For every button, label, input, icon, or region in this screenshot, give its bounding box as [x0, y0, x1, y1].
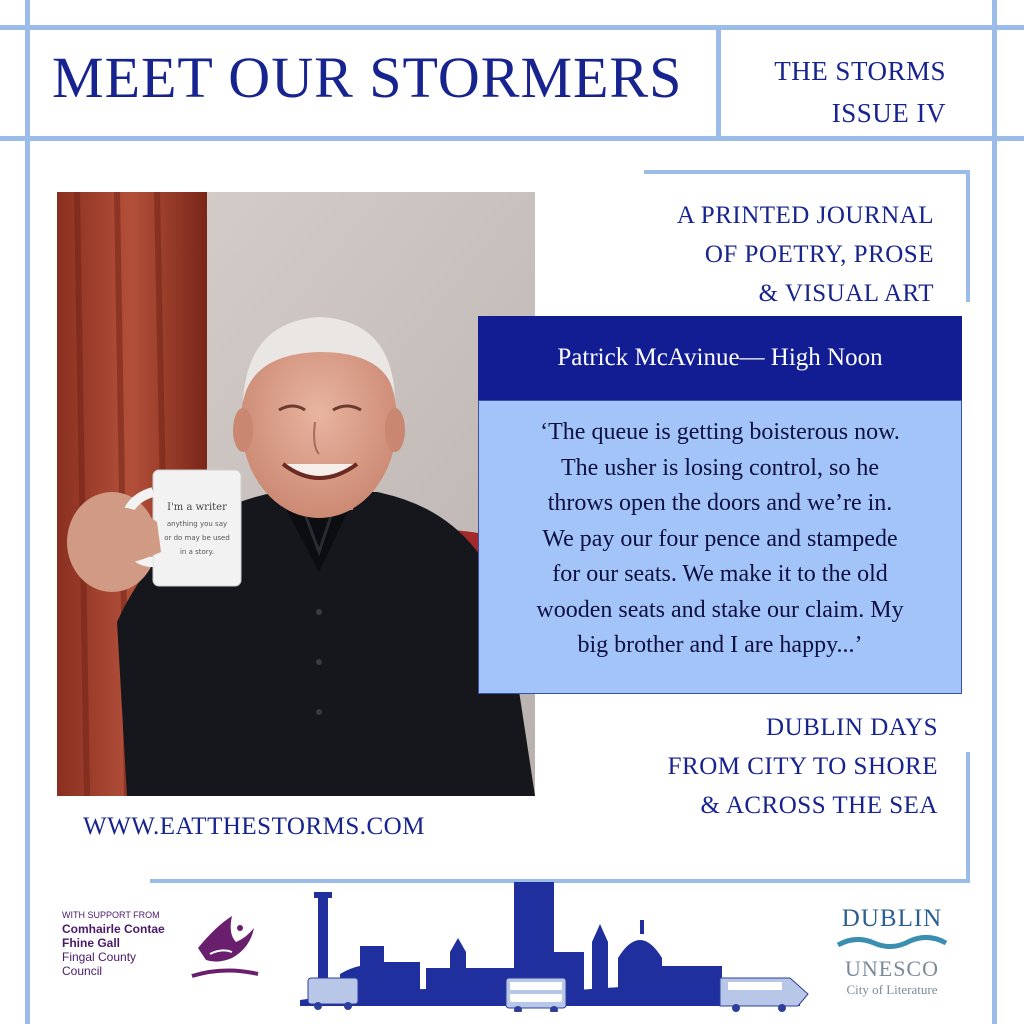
dublin-skyline-illustration — [300, 882, 812, 1012]
sponsor-intro: WITH SUPPORT FROM — [62, 910, 160, 920]
quote-line: The usher is losing control, so he — [561, 454, 879, 481]
quote-line: for our seats. We make it to the old — [552, 561, 888, 587]
unesco-logo-line-3: City of Literature — [846, 982, 938, 997]
frame-line-journal-side — [966, 170, 970, 302]
bus-icon-center — [506, 978, 566, 1012]
theme-line-3: & ACROSS THE SEA — [700, 792, 938, 819]
author-photo — [57, 192, 535, 796]
frame-line-left — [25, 0, 30, 1024]
sponsor-name-4: Council — [62, 964, 103, 978]
journal-line-1: A PRINTED JOURNAL — [676, 202, 934, 229]
quote-line: wooden seats and stake our claim. My — [536, 596, 904, 623]
quote-box — [478, 400, 962, 694]
journal-line-2: OF POETRY, PROSE — [704, 241, 934, 268]
author-photo-illustration — [57, 192, 535, 796]
unesco-logo-line-1: DUBLIN — [841, 905, 943, 932]
issue-line-2: ISSUE IV — [831, 98, 946, 128]
quote-line: throws open the doors and we’re in. — [547, 490, 893, 516]
duck-boat-icon — [720, 978, 808, 1012]
issue-label — [696, 50, 946, 134]
sponsor-text — [62, 908, 165, 978]
author-title: Patrick McAvinue— High Noon — [557, 344, 883, 371]
journal-line-3: & VISUAL ART — [758, 280, 934, 307]
unesco-logo-line-2: UNESCO — [844, 956, 939, 981]
frame-line-header-bottom — [0, 136, 1024, 141]
mug-text-line-3: or do may be used — [164, 534, 230, 542]
quote-line: We pay our four pence and stampede — [542, 525, 898, 552]
mug-text-line-2: anything you say — [166, 520, 228, 528]
quote-line: big brother and I are happy...’ — [577, 632, 863, 658]
theme-line-1: DUBLIN DAYS — [766, 714, 938, 741]
theme-description — [538, 708, 938, 825]
quote-line: ‘The queue is getting boisterous now. — [540, 419, 900, 445]
author-title-banner — [478, 316, 962, 400]
frame-line-top — [0, 25, 1024, 30]
page-title: MEET OUR STORMERS — [52, 45, 683, 110]
wave-icon — [836, 933, 948, 951]
frame-line-days-side — [966, 752, 970, 882]
frame-line-right — [992, 0, 997, 1024]
unesco-logo — [836, 905, 948, 998]
website-link[interactable]: WWW.EATTHESTORMS.COM — [83, 813, 425, 840]
journal-description — [574, 196, 934, 313]
sponsor-name-3: Fingal County — [62, 950, 137, 964]
sponsor-name-2: Fhine Gall — [62, 936, 121, 950]
bird-logo-icon — [188, 908, 260, 986]
frame-line-journal-top — [644, 170, 970, 174]
sponsor-name-1: Comhairle Contae — [62, 922, 165, 936]
theme-line-2: FROM CITY TO SHORE — [667, 753, 938, 780]
mug-text-line-1: I'm a writer — [167, 502, 227, 513]
mug-text-line-4: in a story. — [179, 548, 215, 556]
issue-line-1: THE STORMS — [774, 56, 946, 86]
